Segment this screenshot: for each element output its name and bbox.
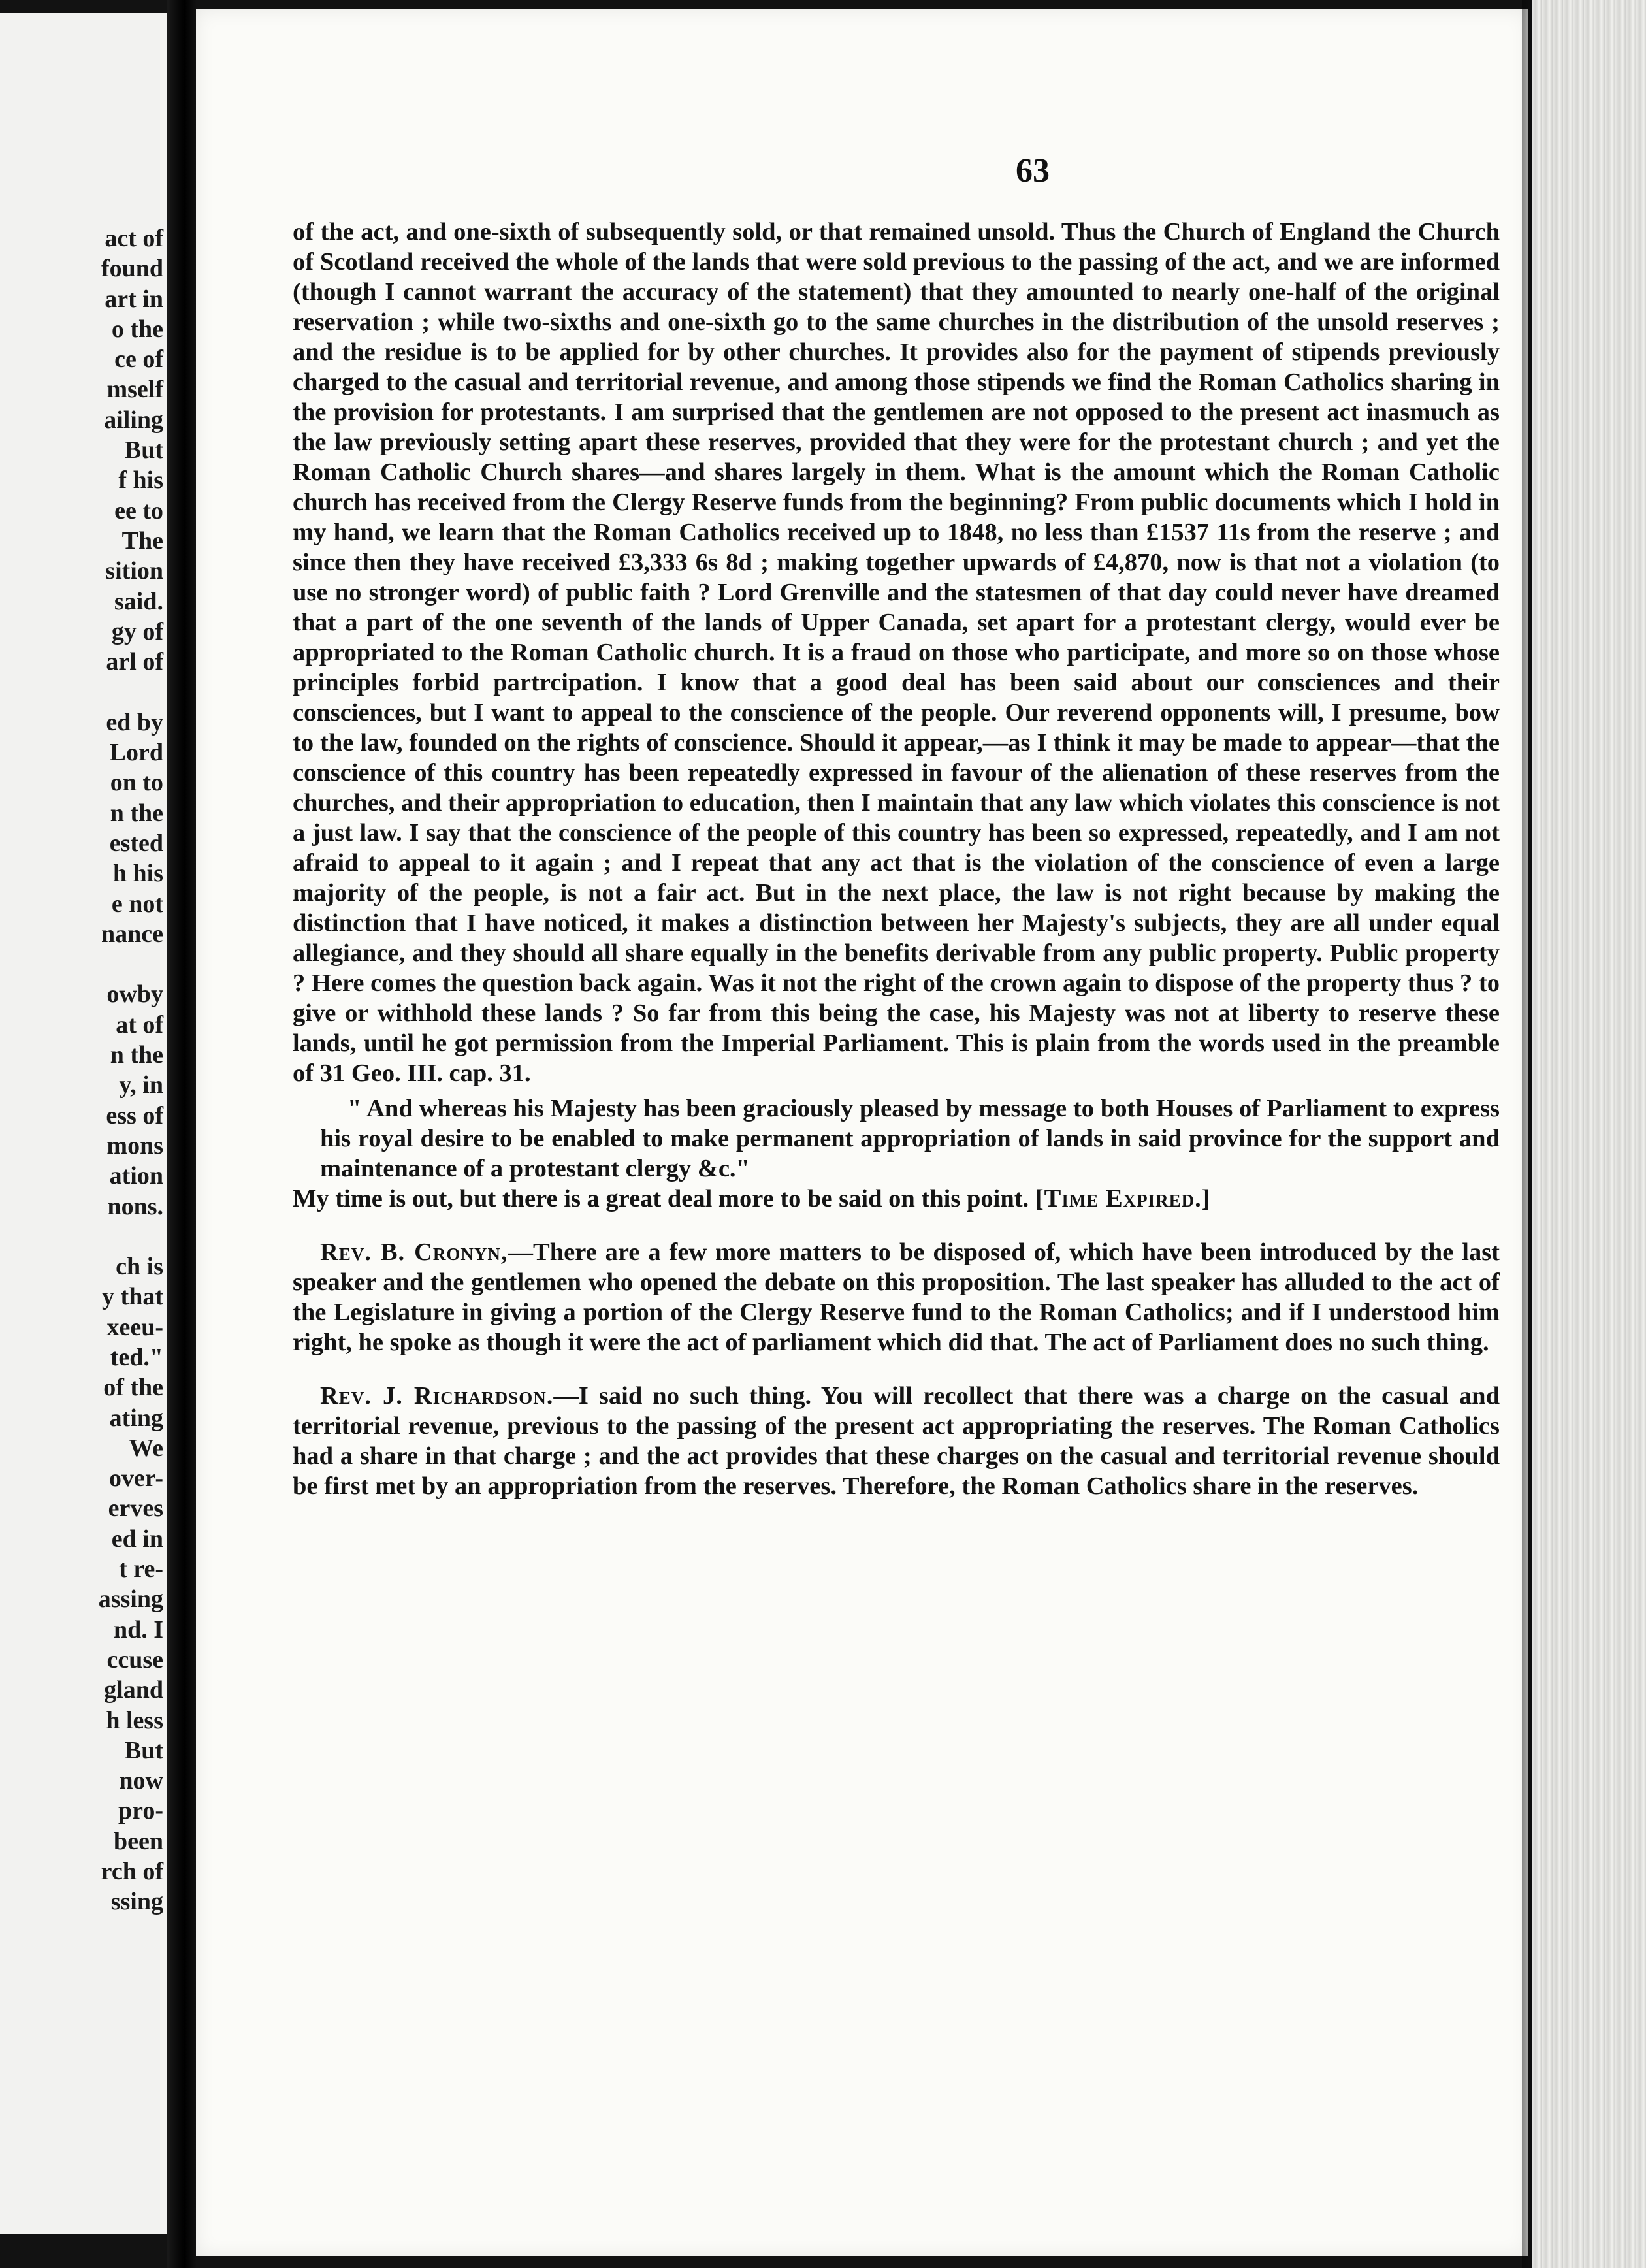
left-margin-line: erves — [108, 1495, 163, 1523]
left-margin-line: rch of — [101, 1858, 163, 1886]
left-margin-line: h his — [112, 860, 163, 888]
left-margin-line: y, in — [119, 1071, 163, 1099]
left-margin-line: e not — [111, 890, 163, 918]
left-margin-line: ested — [109, 829, 163, 857]
left-margin-line: art in — [105, 285, 163, 313]
speaker-name: Rev. J. Richardson. — [320, 1382, 554, 1410]
page-number: 63 — [1016, 152, 1050, 189]
paragraph-continued: of the act, and one-sixth of subsequently sold, or that remained unsold. Thus the Church of England the Church of Scotland received the whole of the lands that were sold previous to the passing of the act, and we are informed (though I cannot warrant the accuracy of the statement) that they amounted to nearly one-half of the original reservation ; while two-sixths and one-sixth go to the same churches in the distribution of the unsold reserves ; and the residue is to be applied for by other churches. It provides also for the payment of stipends previously charged to the casual and territorial revenue, and among those stipends we find the Roman Catholics sharing in the provision for protestants. I am surprised that the gentlemen are not opposed to the present act inasmuch as the law previously setting apart these reserves, provided that they were for the protestant church ; and yet the Roman Catholic Church shares—and shares largely in them. What is the amount which the Roman Catholic church has received from the Clergy Reserve funds from the beginning? From public documents which I hold in my hand, we learn that the Roman Catholics received up to 1848, no less than £1537 11s from the reserve ; and since then they have received £3,333 6s 8d ; making together upwards of £4,870, now is that not a violation (to use no stronger word) of public faith ? Lord Grenville and the statesmen of that day could never have dreamed that a part of the one seventh of the lands of Upper Canada, set apart for a protestant clergy, would ever be appropriated to the Roman Catholic church. It is a fraud on those who participate, and more so on those whose principles forbid partrcipation. I know that a good deal has been said about our consciences and their consciences, but I want to appeal to the conscience of the people. Our reverend opponents will, I presume, bow to the law, founded on the rights of conscience. Should it appear,—as I think it may be made to appear—that the conscience of this country has been repeatedly expressed in favour of the alienation of these reserves from the churches, and their appropriation to education, then I maintain that any law which violates this conscience is not a just law. I say that the conscience of the people of this country has been so expressed, repeatedly, and I am not afraid to appeal to it again ; and I repeat that any act that is the violation of the conscience of even a large majority of the people, is not a fair act. But in the next place, the law is not right because by making the distinction that I have noticed, it makes a distinction between her Majesty's subjects, they are all under equal allegiance, and they should all share equally in the benefits derivable from any public property. Public property ? Here comes the question back again. Was it not the right of the crown again to dispose of the property thus ? to give or withhold these lands ? So far from this being the case, his Majesty was not at liberty to reserve these lands, until he got permission from the Imperial Parliament. This is plain from the words used in the preamble of 31 Geo. III. cap. 31. — [293, 218, 1500, 1087]
left-margin-line: gland — [104, 1676, 163, 1704]
left-margin-line: ess of — [106, 1101, 163, 1129]
left-facing-page — [0, 13, 171, 2234]
left-margin-line: owby — [106, 980, 163, 1009]
left-margin-line: ssing — [110, 1888, 163, 1916]
page — [196, 9, 1528, 2256]
left-margin-line: f his — [118, 466, 163, 494]
left-margin-line: at of — [116, 1011, 163, 1039]
left-margin-line: nd. I — [113, 1615, 163, 1644]
left-margin-line — [0, 949, 163, 979]
left-margin-line: arl of — [106, 648, 163, 676]
left-margin-line: nons. — [107, 1192, 163, 1220]
left-margin-line: The — [121, 526, 163, 555]
left-margin-line: now — [119, 1767, 163, 1795]
left-margin-line: of the — [103, 1374, 163, 1402]
left-margin-line: gy of — [111, 617, 163, 645]
left-margin-line: nance — [101, 920, 163, 948]
quotation: " And whereas his Majesty has been graciously pleased by message to both Houses of Parliament to express his royal desire to be enabled to make permanent appropriation of lands in said province for the support and maintenance of a protestant clergy &c." — [320, 1095, 1500, 1182]
left-margin-line: ted." — [110, 1343, 163, 1371]
left-margin-line: ed in — [111, 1525, 163, 1553]
left-margin-line: sition — [105, 557, 163, 585]
left-margin-line: ed by — [106, 708, 163, 736]
left-margin-line: h less — [106, 1706, 163, 1734]
paragraph-richardson — [293, 1381, 1500, 1501]
left-margin-line: t re- — [119, 1555, 163, 1583]
left-margin-line: ating — [109, 1404, 163, 1432]
left-margin-line: said. — [114, 587, 163, 615]
time-expired-note: [Time Expired.] — [1035, 1185, 1211, 1212]
left-margin-line: But — [124, 1736, 163, 1764]
left-margin-line: on to — [110, 769, 163, 797]
left-margin-line: y that — [102, 1283, 163, 1311]
left-margin-line — [0, 1222, 163, 1252]
left-margin-line: act of — [105, 225, 163, 252]
left-margin-line: ation — [109, 1162, 163, 1190]
left-margin-line: o the — [111, 315, 163, 343]
left-margin-line: n the — [110, 1041, 163, 1069]
paragraph-text: My time is out, but there is a great deal more to be said on this point. — [293, 1185, 1029, 1212]
left-margin-line: ccuse — [106, 1645, 163, 1674]
paragraph-time-expired — [293, 1184, 1500, 1214]
left-margin-line: mons — [106, 1131, 163, 1159]
page-body — [293, 217, 1500, 1501]
left-margin-line: Lord — [109, 739, 163, 767]
speaker-name: Rev. B. Cronyn, — [320, 1239, 508, 1266]
left-margin-line: n the — [110, 799, 163, 827]
left-margin-line: over- — [109, 1465, 163, 1493]
left-margin-line: pro- — [118, 1797, 163, 1825]
book-block-edge — [1532, 0, 1646, 2268]
left-margin-text-fragments — [0, 223, 163, 1917]
left-margin-line: xeeu- — [106, 1313, 163, 1341]
left-margin-line: ailing — [104, 406, 163, 434]
paragraph-cronyn — [293, 1237, 1500, 1357]
paragraph-text: —I said no such thing. You will recollect that there was a charge on the casual and territorial revenue, previous to the passing of the present act appropriating the reserves. The Roman Catholics had a share in that charge ; and the act provides that these charges on the casual and territorial revenue should be first met by an appropriation from the reserves. Therefore, the Roman Catholics share in the reserves. — [293, 1382, 1500, 1500]
left-margin-line: mself — [106, 376, 163, 404]
left-margin-line: But — [124, 436, 163, 464]
paragraph-text: —There are a few more matters to be disposed of, which have been introduced by the last speaker and the gentlemen who opened the debate on this proposition. The last speaker has alluded to the act of the Legislature in giving a portion of the Clergy Reserve fund to the Roman Catholics; and if I understood him right, he spoke as though it were the act of parliament which did that. The act of Parliament does no such thing. — [293, 1239, 1500, 1356]
left-margin-line: ce of — [114, 346, 163, 374]
left-margin-line: assing — [98, 1585, 163, 1613]
left-margin-line: found — [101, 255, 163, 283]
left-margin-line: We — [129, 1434, 163, 1462]
left-margin-line: been — [114, 1827, 163, 1855]
book-gutter — [167, 0, 196, 2268]
left-margin-line — [0, 677, 163, 707]
left-margin-line: ee to — [114, 496, 163, 525]
left-margin-line: ch is — [116, 1253, 163, 1281]
